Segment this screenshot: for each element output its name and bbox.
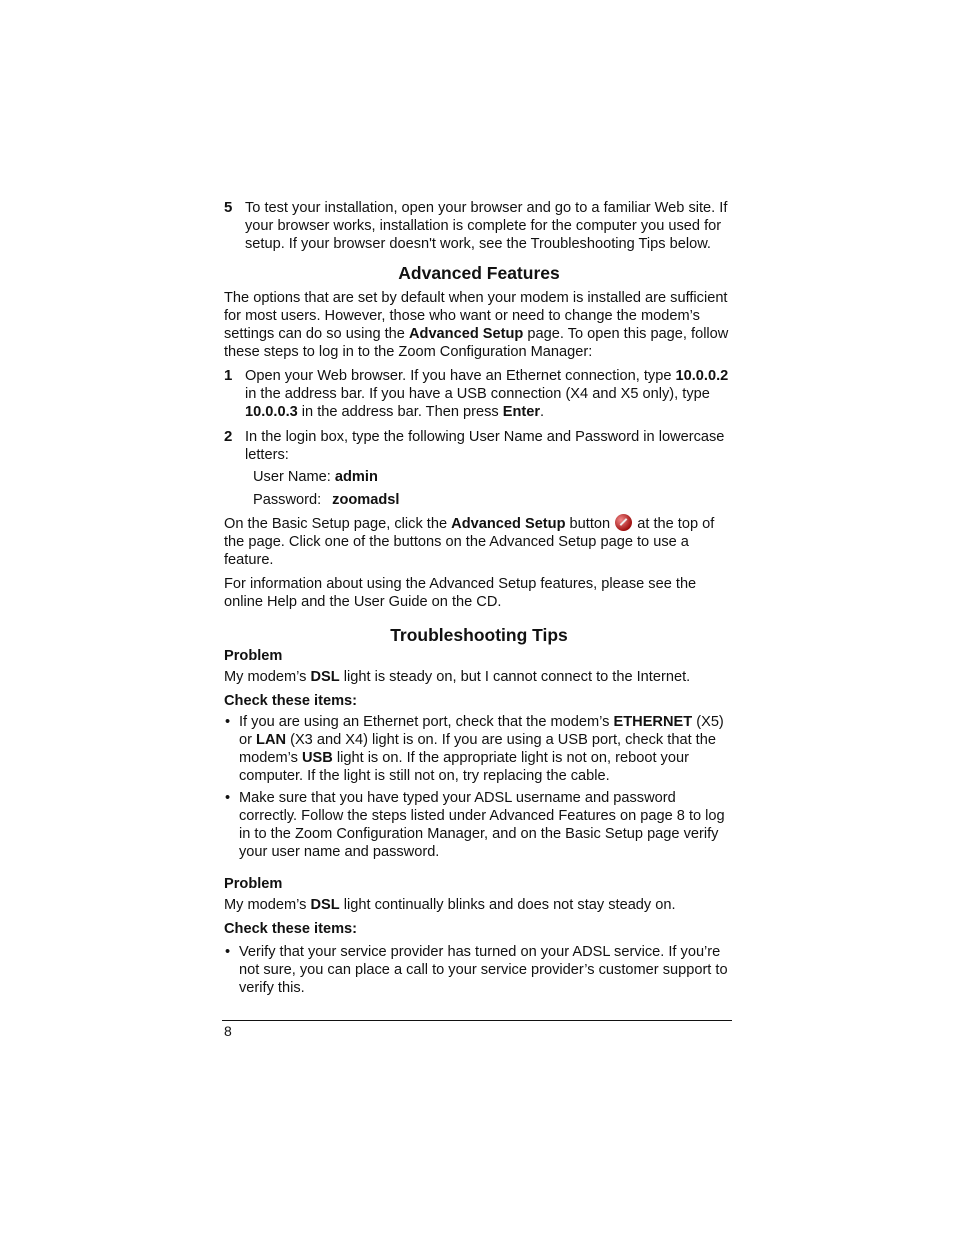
password-line: Password: zoomadsl: [253, 492, 400, 508]
list-item: • If you are using an Ethernet port, check that the modem’s ETHERNET (X5) or LAN (X3 and X4) light is on. If you are using a USB port, check that the modem’s USB light is on. If the appropriate light is not on, reboot your computer. If the light is still not on, try replacing the cable.: [225, 714, 724, 784]
user-name-value: admin: [334, 469, 378, 485]
troubleshooting-heading: Troubleshooting Tips: [390, 625, 568, 645]
check-items-label: Check these items:: [224, 921, 358, 937]
enter-key: Enter: [502, 404, 541, 420]
advanced-info: For information about using the Advanced Setup features, please see the online Help and the User Guide on the CD.: [224, 576, 697, 610]
problem-label: Problem: [224, 648, 283, 664]
document-page: [224, 199, 734, 1001]
step-number: 1: [224, 367, 233, 384]
step-5: [224, 199, 734, 253]
bullet-icon: •: [225, 790, 231, 806]
bullet-icon: •: [225, 714, 231, 730]
advanced-setup-icon: [615, 514, 632, 531]
problem-description: My modem’s DSL light is steady on, but I cannot connect to the Internet.: [224, 669, 691, 685]
list-item: • Verify that your service provider has turned on your ADSL service. If you’re not sure, you can place a call to your service provider’s customer support to verify this.: [225, 944, 728, 996]
check-items-label: Check these items:: [224, 693, 358, 709]
advanced-features-heading: Advanced Features: [398, 263, 560, 283]
bullet-icon: •: [225, 944, 231, 960]
ethernet-address: 10.0.0.2: [675, 368, 729, 384]
step-1: 1 Open your Web browser. If you have an Ethernet connection, type 10.0.0.2 in the address bar. If you have a USB connection (X4 and X5 only), type 10.0.0.3 in the address bar. Then press Enter.: [224, 367, 729, 420]
step-text: To test your installation, open your browser and go to a familiar Web site. If your browser works, installation is complete for the computer you used for setup. If your browser doesn't work, see the Troubleshooting Tips below.: [245, 200, 728, 252]
user-name-line: User Name: admin: [253, 469, 378, 485]
basic-setup-instructions: On the Basic Setup page, click the Advanced Setup button at the top of the page. Click one of the buttons on the Advanced Setup page to use a feature.: [224, 516, 715, 568]
problem-label: Problem: [224, 876, 283, 892]
step-number: 5: [224, 199, 233, 216]
problem-description: My modem’s DSL light continually blinks and does not stay steady on.: [224, 897, 676, 913]
step-number: 2: [224, 428, 233, 445]
footer-rule: [222, 1020, 732, 1021]
step-2: 2 In the login box, type the following User Name and Password in lowercase letters:: [224, 428, 725, 463]
advanced-intro: The options that are set by default when your modem is installed are sufficient for most users. However, those who want or need to change the modem’s settings can do so using the Advanced Setup page. To open this page, follow these steps to log in to the Zoom Configuration Manager:: [224, 290, 729, 360]
password-value: zoomadsl: [332, 492, 400, 508]
usb-address: 10.0.0.3: [245, 404, 298, 420]
page-number: 8: [224, 1023, 232, 1039]
list-item: • Make sure that you have typed your ADSL username and password correctly. Follow the steps listed under Advanced Features on page 8 to log in to the Zoom Configuration Manager, and on the Basic Setup page verify your user name and password.: [225, 790, 725, 860]
